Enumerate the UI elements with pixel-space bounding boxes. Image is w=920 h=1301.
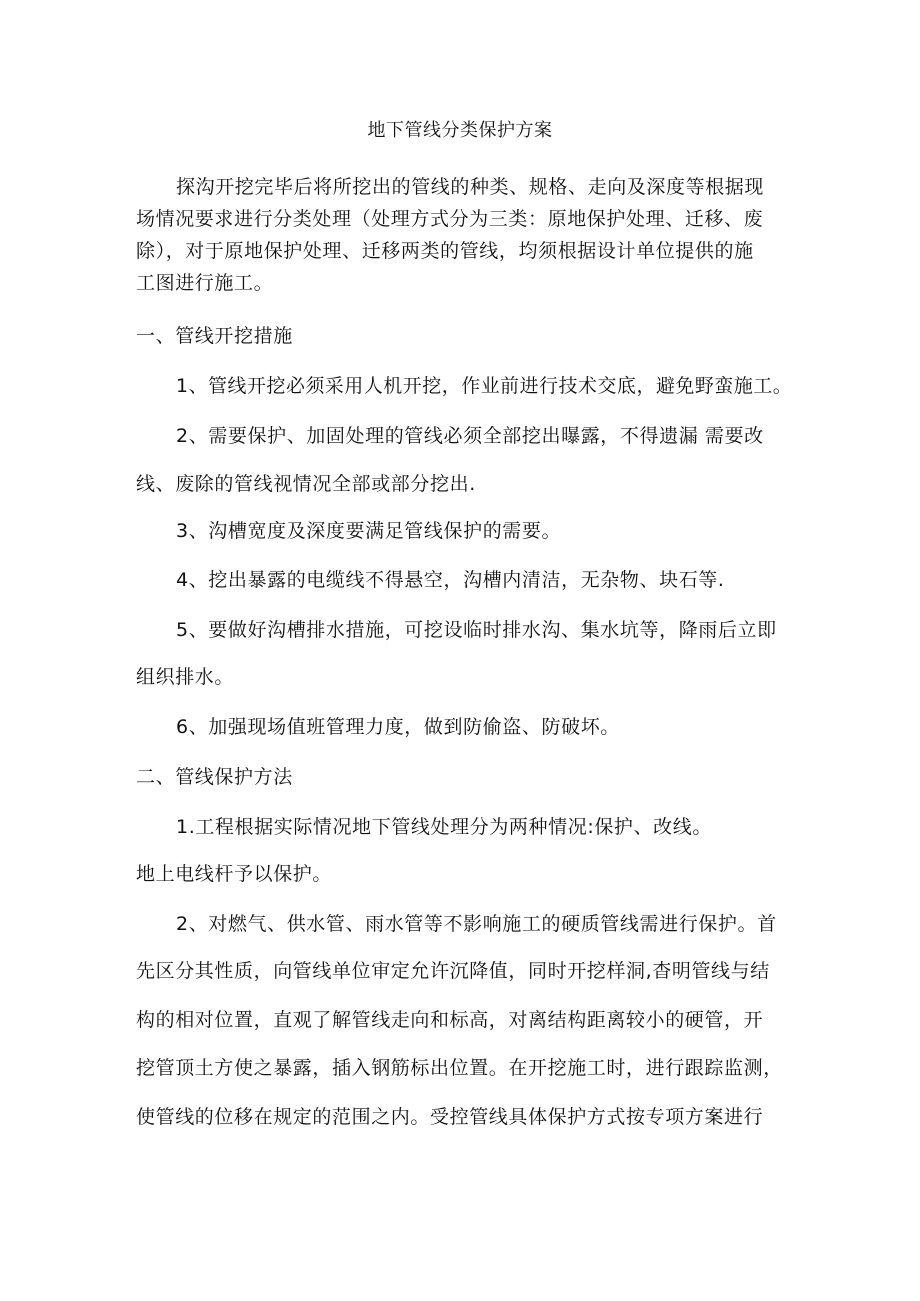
section-1-item-6: 6、加强现场值班管理力度，做到防偷盗、防破坏。 xyxy=(176,716,620,738)
section-1-heading: 一、管线开挖措施 xyxy=(136,325,293,347)
section-1-item-2-cont: 线、废除的管线视情况全部或部分挖出. xyxy=(136,473,476,495)
section-2-item-2-line-5: 使管线的位移在规定的范围之内。受控管线具体保护方式按专项方案进行 xyxy=(136,1106,764,1128)
section-2-item-2-line-3: 构的相对位置，直观了解管线走向和标高，对离结构距离较小的硬管，开 xyxy=(136,1009,764,1031)
intro-line-2: 场情况要求进行分类处理（处理方式分为三类：原地保护处理、迁移、废 xyxy=(136,208,764,230)
section-2-item-2-line-4: 挖管顶土方使之暴露，插入钢筋标出位置。在开挖施工时，进行跟踪监测， xyxy=(136,1057,783,1079)
section-1-item-4: 4、挖出暴露的电缆线不得悬空，沟槽内清洁，无杂物、块石等. xyxy=(176,569,725,591)
intro-line-1: 探沟开挖完毕后将所挖出的管线的种类、规格、走向及深度等根据现 xyxy=(176,176,765,198)
section-2-item-2: 2、对燃气、供水管、雨水管等不影响施工的硬质管线需进行保护。首 xyxy=(176,913,777,935)
section-1-item-5-cont: 组织排水。 xyxy=(136,666,235,688)
intro-line-3: 除），对于原地保护处理、迁移两类的管线，均须根据设计单位提供的施 xyxy=(136,240,754,262)
intro-line-4: 工图进行施工。 xyxy=(136,272,274,294)
section-2-item-1-cont: 地上电线杆予以保护。 xyxy=(136,863,333,885)
document-title: 地下管线分类保护方案 xyxy=(367,120,553,141)
section-1-item-5: 5、要做好沟槽排水措施，可挖设临时排水沟、集水坑等，降雨后立即 xyxy=(176,619,777,641)
section-1-item-1: 1、管线开挖必须采用人机开挖，作业前进行技术交底，避免野蛮施工。 xyxy=(176,375,793,397)
section-2-heading: 二、管线保护方法 xyxy=(136,766,293,788)
section-2-item-1: 1.工程根据实际情况地下管线处理分为两种情况:保护、改线。 xyxy=(176,816,712,838)
section-1-item-2: 2、需要保护、加固处理的管线必须全部挖出曝露，不得遗漏 需要改 xyxy=(176,425,764,447)
section-2-item-2-line-2: 先区分其性质，向管线单位审定允许沉降值，同时开挖样洞,杳明管线与结 xyxy=(136,960,770,982)
section-1-item-3: 3、沟槽宽度及深度要满足管线保护的需要。 xyxy=(176,520,562,542)
